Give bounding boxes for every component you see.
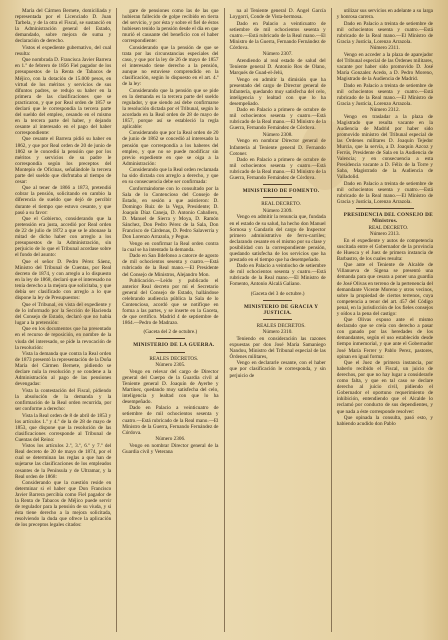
decree-number: Número 2308. [262, 131, 293, 138]
decree-number: Número 2307. [262, 51, 293, 58]
paragraph: Dado en Palacio a primero de octubre de mil ochocientos sesenta y cuatro.—Está rubricado de la Real mano.—El Ministro de la Guerra, Fernando Fernández de Córdova. [229, 157, 326, 182]
section-rule [263, 300, 292, 301]
paragraph: Dado en San Ildefonso a catorce de agosto de mil ochocientos sesenta y cuatro.—Está rubricado de la Real mano.—El Presidente del Consejo de Ministros, Alejandro Mon. [122, 253, 219, 278]
paragraph: Vista la contestación del Fiscal, pidiendo la absolución de la demanda y la confirmación de la Real orden recurrida, por ser conforme a derecho: [15, 387, 112, 413]
paragraph: Vengo en confirmar la Real orden contra la cual se ha intentado la demanda. [122, 240, 219, 253]
ministry-heading: MINISTERIO DE GRACIA Y JUSTICIA. [243, 303, 319, 316]
column-2 [116, 8, 223, 632]
decree-number: Número 2306. [155, 436, 186, 443]
paragraph: Dado en Palacio a veinticuatro de setiembre de mil ochocientos sesenta y cuatro.—Está rubricado de la Real mano.—El Ministro de la Guerra, Fernando Fernández de Córdova. [122, 405, 219, 436]
paragraph: Vengo en admitir la dimisión que ha presentado del cargo de Director general de Infantería, quedando muy satisfecha del celo, inteligencia y lealtad con que lo ha desempeñado. [229, 76, 326, 107]
paragraph: Que cesante el Barrera pidió su haber en 1862, y que por Real orden de 20 de junio de 1862 se le concedió la pensión que por los méritos y servicios de su padre le correspondía según los preceptos del Montepío de Oficinas, señalándole la tercera parte del sueldo que disfrutaba al tiempo de cesar: [15, 136, 112, 185]
paragraph: Que en los documentos que ha presentado en el recurso de reposición, en nombre de la viuda del interesado, se pide la revocación de la resolución: [15, 326, 112, 351]
paragraph: Considerando que la cuestión reside en determinar si el haber que Don Francisco Javier Barrera percibía como Fiel pagador de la Renta de Tabacos de Méjico puede servir de regulador para la pensión de su viuda, y si ésta tiene derecho a la mejora solicitada, resolviendo la duda que ofrece la aplicación de los preceptos legales citados: [15, 480, 112, 529]
paragraph: gare de pensiones como las de las que hubieran fallecido de golpe recibido en tierra del servicio, y por ésta y sobre el fiel de éstos hubiesen tenido la pensión desde el día en que murió el causante del beneficio con el haber correspondiente: [122, 8, 219, 45]
paragraph: Que opinada la consulta, pasó esto, y habiendo acudido don Pablo [336, 415, 433, 428]
paragraph: Que el Tribunal, en vista del expediente y de lo informado por la Sección de Hacienda del Consejo de Estado, declaró que no había lugar a la pretensión: [15, 301, 112, 326]
paper-stain [40, 300, 100, 340]
section-subheading: REAL DECRETO. [368, 224, 409, 231]
paper-stain [300, 120, 350, 190]
decree-number: Número 2313. [369, 231, 400, 238]
section-rule [263, 319, 292, 320]
paragraph: Dado en Palacio a veintiocho de setiembre de mil ochocientos sesenta y cuatro.—Está rubricado de la Real mano.—El Ministro de Fomento, Antonio Alcalá Galiano. [229, 263, 326, 288]
paragraph: Que el Juez de primera instancia, por haberlo recibido el Fiscal, un juicio de derechos, por que no hay lugar a considerarle como falta, y que en tal caso se declare derecho al juicio civil, pidiendo el Gobernador el oportuno requerimiento de inhibición, entendiendo que el Alcalde lo reclamó por conducto de sus dependientes, y que nada a éste corresponde resolver: [336, 360, 433, 415]
paragraph: Vengo en nombrar Director general de la Guardia civil y Veterana [122, 442, 219, 455]
paragraph: Publicación.—Leído y publicado el anterior Real decreto por mí el Secretario general del Consejo de Estado, hallándose celebrando audiencia pública la Sala de lo Contencioso, acordó que se notifique en forma a las partes, y se inserte en la Gaceta, de que certifico. Madrid 4 de septiembre de 1864.—Pedro de Madrazo. [122, 278, 219, 327]
paragraph: Vista la demanda que contra la Real orden de 1873 presentó la representación de la Doña María del Cármen Bernete, pidiendo se declare nula la resolución y se condene a la Administración al pago de las pensiones devengadas: [15, 351, 112, 388]
paragraph: Dado en Palacio a treinta de setiembre de mil ochocientos sesenta y cuatro.—Está rubricado de la Real mano.—El Ministro de Gracia y Justicia, Lorenzo Arrazola. [336, 180, 433, 205]
paragraph: Considerando que la pensión de que se trata por las circunstancias especiales del caso, y que por la ley de 26 de mayo de 1857 el interesado tiene derecho a la pensión, aunque no estuviese comprendido en la clasificación, según lo dispuesto en el art. 4.º de la ley: [122, 44, 219, 88]
paragraph: utilizar sus servicios en adelante a su larga y honrosa carrera. [336, 8, 433, 21]
paragraph: Que nombrada D. Francisca Javier Barrera en 1.º de febrero de 1856 Fiel pagador de los presupuestos de la Renta de Tabacos de Méjico, con la dotación de 15.000 pesos, en virtud de los méritos y servicios de sus difuntos padres, se redujo su haber en la primera de las clasificaciones que se practicaron, y que por Real orden de 1857 se declaró que le correspondía la tercera parte del sueldo del empleo, cesando en el mismo en la tercera parte del haber, y dejando cesante al interesado en el pago del haber correspondiente: [15, 57, 112, 136]
column-4 [331, 8, 438, 632]
paragraph: Dado en Palacio a veinticuatro de setiembre de mil ochocientos sesenta y cuatro.—Está rubricado de la Real mano.—El Ministro de la Guerra, Fernando Fernández de Córdova. [229, 20, 326, 51]
decree-number: Número 2311. [369, 45, 400, 52]
paragraph: Dado en Palacio a primero de octubre de mil ochocientos sesenta y cuatro.—Está rubricado de la Real mano.—El Ministro de la Guerra, Fernando Fernández de Córdova. [229, 107, 326, 132]
gazette-reference: (Gaceta del 2 de octubre.) [143, 329, 198, 336]
paragraph: María del Cármen Bernete, domiciliada y representada por el Licenciado D. Juan Tarbela, y de la otra el Fiscal, se sustanció en la Administración general del Estado, demandado, sobre mejora de suma y declaración de derecho. [15, 8, 112, 45]
paragraph: Dado en Palacio a treinta de setiembre de mil ochocientos sesenta y cuatro.—Está rubricado de la Real mano.—El Ministro de Gracia y Justicia, Lorenzo Arrazola. [336, 20, 433, 45]
paragraph: Que el señor D. Pedro Pérez Sáenz, Ministro del Tribunal de Cuentas, por Real decreto de 1874, y con arreglo a lo dispuesto en la ley de 1868, declaró que el interesado no tenía derecho a la mejora que solicitaba, y que debía ser clasificado con arreglo a lo que dispone la ley de Presupuestos: [15, 258, 112, 302]
column-3 [224, 8, 331, 632]
paragraph: Vengo en trasladar a la plaza de Magistrado que resulta vacante en la Audiencia de Madrid por haber sido promovido ministro del Tribunal especial de las Órdenes militares D. Joaquín Tejedor Murcia, que la servía, a D. Joaquín Azcoz y Ferrús, Presidente de Sala en la Audiencia de Valencia; y en consecuencia a esta Presidencia vacante a D. Félix de la Torre y Saba, Magistrado de la Audiencia de Valladolid. [336, 113, 433, 181]
paragraph: Vistos el expediente gubernativo, del cual resulta: [15, 44, 112, 57]
paragraph: Vengo en nombrar Director general de Infantería al Teniente general D. Fernando Cotoner. [229, 138, 326, 157]
paragraph: Conformándome con lo consultado por la Sala de lo Contencioso del Consejo de Estado, en sesión a que asistieron: D. Domingo Ruiz de la Vega, Presidente; D. Joaquín Díaz Caneja, D. Antonio Caballero, D. Manuel de Sierra y Moya, D. Ramón Sánchez, Don Pedro Pérez de la Sala, Don Francisco de Cárdenas, D. Pedro Salaverría y Don Lorenzo Arrazola, y Pegue. [122, 185, 219, 241]
ministry-heading: MINISTERIO DE LA GUERRA. [133, 342, 215, 349]
paragraph: Vengo en relevar del cargo de Director general del Cuerpo de la Guardia civil al Teniente general D. Joaquín de Ayerbe y Martínez, quedando muy satisfecha del celo, inteligencia y lealtad con que lo ha desempeñado. [122, 368, 219, 405]
ministry-heading: PRESIDENCIA DEL CONSEJO DE Ministros. [343, 212, 433, 225]
paragraph: En el expediente y autos de competencia suscitada entre el Gobernador de la provincia de Huesca y el Juez de primera instancia de Barbastro, de los cuales resulta: [336, 237, 433, 262]
section-subheading: REALES DECRETOS. [256, 322, 306, 329]
decree-number: Número 2309. [262, 207, 293, 214]
paragraph: Que ante el Teniente de Alcalde de Villanueva de Sigena se presentó una demanda para que cesara a poner una guardia de José Olivas en terreno de la pertenencia del demandante Vicente Moreno y otros vecinos, sobre la propiedad de ciertos terrenos, cuya competencia a tenor del art. 457 del Código penal, en la jurisdicción de los fieles consejos y oídos a la pena del castigo: [336, 262, 433, 317]
decree-number: Número 2305. [155, 362, 186, 369]
paragraph: Teniendo en consideración las razones expuestas por don José María Samaniego Nandou, Ministro del Tribunal especial de las Órdenes militares, [229, 335, 326, 360]
paragraph: Dado en Palacio a treinta de setiembre de mil ochocientos sesenta y cuatro.—Está rubricado de la Real mano.—El Ministro de Gracia y Justicia, Lorenzo Arrazola. [336, 82, 433, 107]
paragraph: Considerando que la pensión que se pide en la demanda es la tercera parte del sueldo regulador, y que siendo así debe confirmarse la resolución dictada por el Tribunal, según lo acordado en la Real orden de 28 de mayo de 1857, porque así se estableció la regla aplicable: [122, 87, 219, 130]
paragraph: Atendiendo al real estado de salud del Teniente general D. Antonio Ros de Olano, Marqués de Guad-el-Jelú, [229, 57, 326, 76]
paragraph: Considerando que por la Real orden de 20 de junio de 1862 se concedió al interesado la pensión que correspondía a los haberes del empleo, y que no se puede modificar sin previo expediente en que se oiga a la Administración: [122, 130, 219, 167]
paragraph: na al Teniente general D. Ángel García Loygorri, Conde de Vista-hermosa. [229, 8, 326, 21]
paragraph: Que Olivas expuso ante el mismo declarado que se creía con derecho a pasar con ganado por las heredades de los demandantes, según el uso establecido desde tiempo inmemorial, y que ante el Gobernador José María Ferrer y Pablo Perez, pastores, opinan en igual forma: [336, 317, 433, 360]
section-subheading: REALES DECRETOS. [149, 355, 199, 362]
decree-number: Número 2310. [262, 329, 293, 336]
paragraph: Que al tener de 1866 a 1873, pretendió cobrar la pensión, solicitando en cambio la diferencia de sueldo que dejó de percibir durante el tiempo que estuvo cesante, y que pasó a su favor: [15, 185, 112, 216]
paragraph: Vengo en admitir la renuncia que, fundada en el estado de su salud, ha hecho don Manuel Sornosa y Gandarín del cargo de Inspector primero administrativo de ferro-carriles; declarando cesante en el mismo por su clase y posibilidad con la correspondiente pensión, quedando satisfecha de los servicios que ha prestado en el tiempo que ha desempeñado. [229, 214, 326, 263]
paragraph: Vengo en acceder a la plaza de aparejador del Tribunal especial de las Órdenes militares, vacante por haber sido promovido D. José María Gonzalez Acedo, a D. Pedro Moreno, Magistrado de la Audiencia de Madrid. [336, 51, 433, 83]
section-rule [263, 197, 292, 198]
section-rule [156, 352, 185, 353]
section-rule [156, 338, 185, 339]
decree-number: Número 2312. [369, 107, 400, 114]
paragraph: Que el Gobierno, considerando que la pretensión era justa, accedió por Real orden de 22 de julio de 1872 a que se le abonase la mitad de dicho haber con arreglo a los presupuestos de la Administración, sin perjuicio de lo que el Tribunal acordase sobre el fondo del asunto: [15, 216, 112, 259]
paragraph: Vistos los artículos 2.º, 3.º, 6.º y 7.º del Real decreto de 20 de mayo de 1874, por el cual se determinan las reglas a que han de sujetarse las clasificaciones de los empleados cesantes de la Península y de Ultramar, y la Real orden de 1868: [15, 443, 112, 480]
paragraph: Vengo en declararle cesante, con el haber que por clasificación le corresponda, y sin perjuicio de [229, 360, 326, 379]
section-subheading: REAL DECRETO. [261, 201, 302, 208]
paragraph: Considerando que la Real orden reclamada ha sido dictada con arreglo a derecho, y que en su consecuencia debe ser confirmada: [122, 167, 219, 186]
gazette-reference: (Gaceta del 3 de octubre.) [250, 290, 305, 297]
paragraph: Vista la Real orden de 8 de abril de 1853 y los artículos 1.º y 4.º de la de 28 de mayo de 1853, que dispone que la resolución de las clasificaciones corresponde al Tribunal de Cuentas del Reino: [15, 412, 112, 443]
ministry-heading: MINISTERIO DE FOMENTO. [242, 188, 320, 195]
section-rule [356, 208, 414, 209]
section-rule [263, 184, 292, 185]
